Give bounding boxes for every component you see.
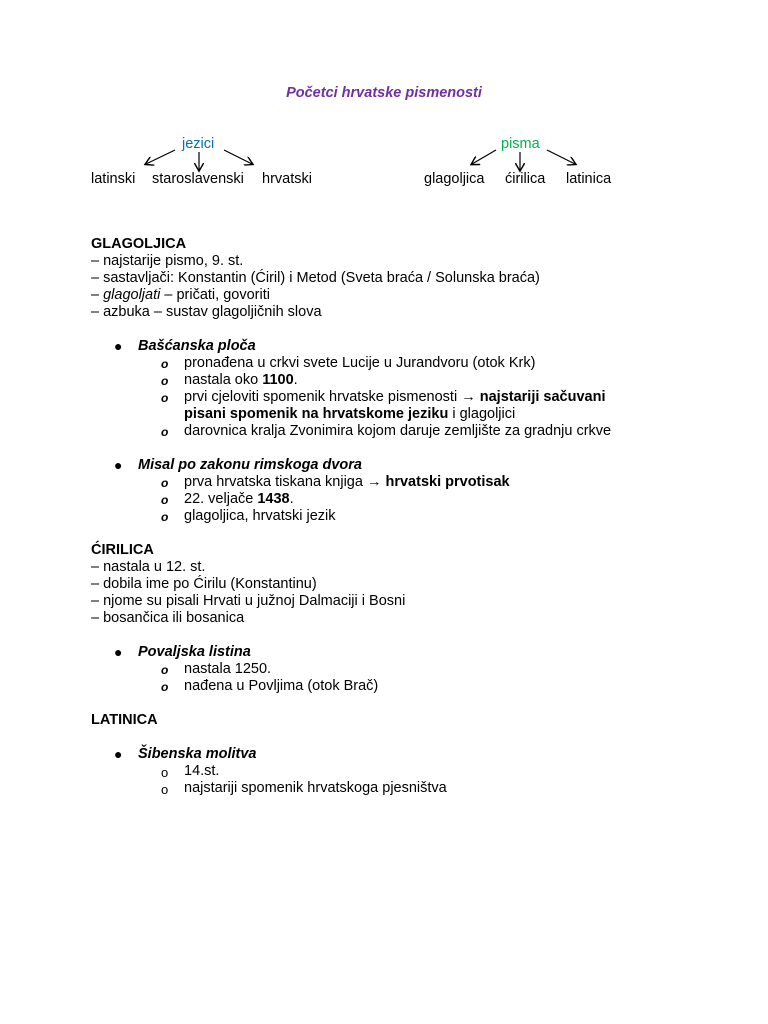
sub-bullet-icon: o xyxy=(161,663,169,677)
text-line: – njome su pisali Hrvati u južnoj Dalmaciji i Bosni xyxy=(91,593,406,609)
bullet-item-povaljska: ● Povaljska listina xyxy=(114,644,251,660)
text-line: – azbuka – sustav glagoljičnih slova xyxy=(91,304,322,320)
sub-item: o glagoljica, hrvatski jezik xyxy=(161,508,336,524)
sub-bullet-icon: o xyxy=(161,680,169,694)
document-body xyxy=(91,236,691,797)
bullet-icon: ● xyxy=(114,457,123,473)
sub-item: o nastala 1250. xyxy=(161,661,272,677)
sub-item: o nađena u Povljima (otok Brač) xyxy=(161,678,379,694)
italic-term: glagoljati xyxy=(103,287,161,303)
sub-bullet-icon: o xyxy=(161,391,169,405)
sub-item: o 22. veljače 1438. xyxy=(161,491,294,507)
section-heading-cirilica: ĆIRILICA xyxy=(91,542,154,558)
diagram-root-jezici: jezici xyxy=(182,136,215,152)
sub-bullet-icon: o xyxy=(161,476,169,490)
diagram-arrows xyxy=(0,0,768,200)
diagram-child-latinica: latinica xyxy=(566,171,612,187)
sub-bullet-icon: o xyxy=(161,357,169,371)
diagram-child-hrvatski: hrvatski xyxy=(262,171,312,187)
sub-bullet-icon: o xyxy=(161,374,169,388)
section-heading-latinica: LATINICA xyxy=(91,712,158,728)
section-heading-glagoljica: GLAGOLJICA xyxy=(91,236,187,252)
diagram-child-staroslavenski: staroslavenski xyxy=(152,171,244,187)
sub-bullet-icon: o xyxy=(161,493,169,507)
text-line: – najstarije pismo, 9. st. xyxy=(91,253,244,269)
sub-item: o 14.st. xyxy=(161,763,220,780)
diagram-child-glagoljica: glagoljica xyxy=(424,171,485,187)
sub-item: o darovnica kralja Zvonimira kojom daruje zemljište za gradnju crkve xyxy=(161,423,612,439)
sub-bullet-icon: o xyxy=(161,510,169,524)
sub-item: o nastala oko 1100. xyxy=(161,372,298,388)
arrow-pisma-latinica xyxy=(547,150,575,164)
text-line: – nastala u 12. st. xyxy=(91,559,206,575)
diagram-root-pisma: pisma xyxy=(501,136,540,152)
sub-item: o prva hrvatska tiskana knjiga → hrvatski prvotisak xyxy=(161,474,510,490)
bullet-icon: ● xyxy=(114,746,123,762)
text-line: – sastavljači: Konstantin (Ćiril) i Metod (Sveta braća / Solunska braća) xyxy=(91,270,540,286)
sub-bullet-icon: o xyxy=(161,765,169,780)
text-line: – glagoljati – pričati, govoriti xyxy=(91,287,270,303)
sub-item: o prvi cjeloviti spomenik hrvatske pismenosti → najstariji sačuvani xyxy=(161,389,606,405)
bullet-icon: ● xyxy=(114,338,123,354)
text-line: – dobila ime po Ćirilu (Konstantinu) xyxy=(91,576,317,592)
arrow-jezici-latinski xyxy=(146,150,175,164)
diagram-child-cirilica: ćirilica xyxy=(505,171,546,187)
sub-bullet-icon: o xyxy=(161,782,169,797)
diagram-child-latinski: latinski xyxy=(91,171,136,187)
bullet-item-baska: ● Bašćanska ploča xyxy=(114,338,256,354)
bullet-item-sibenska: ● Šibenska molitva xyxy=(114,746,257,762)
arrow-jezici-hrvatski xyxy=(224,150,252,164)
arrow-pisma-glagoljica xyxy=(472,150,496,164)
page-title: Početci hrvatske pismenosti xyxy=(286,85,482,101)
sub-item-continuation: pisani spomenik na hrvatskome jeziku i glagoljici xyxy=(184,406,516,422)
sub-item: o najstariji spomenik hrvatskoga pjesništva xyxy=(161,780,447,797)
bullet-item-misal: ● Misal po zakonu rimskoga dvora xyxy=(114,457,362,473)
sub-item: o pronađena u crkvi svete Lucije u Jurandvoru (otok Krk) xyxy=(161,355,536,371)
text-line: – bosančica ili bosanica xyxy=(91,610,245,626)
sub-bullet-icon: o xyxy=(161,425,169,439)
bullet-icon: ● xyxy=(114,644,123,660)
